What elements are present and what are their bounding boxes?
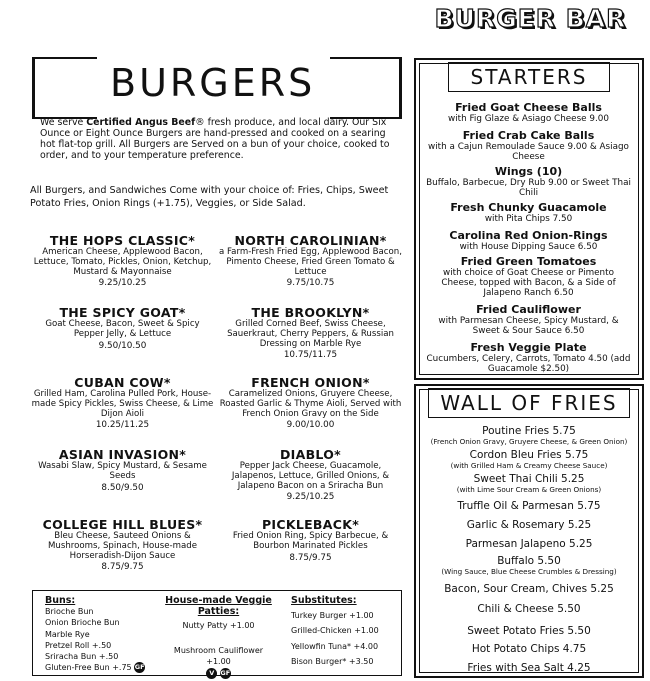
fry-item: Bacon, Sour Cream, Chives 5.25 — [444, 583, 614, 595]
fry-item: Fries with Sea Salt 4.25 — [467, 662, 591, 674]
burger-item: FRENCH ONION* Caramelized Onions, Gruyere Cheese, Roasted Garlic & Thyme Aioli, Served with French Onion Gravy on the Side 9.00/10.00 — [219, 375, 402, 431]
fry-item: Garlic & Rosemary 5.25 — [466, 519, 592, 531]
fry-item: Cordon Bleu Fries 5.75 (with Grilled Ham & Creamy Cheese Sauce) — [450, 449, 608, 470]
frame-top-right — [330, 57, 402, 59]
starters-title: STARTERS — [470, 65, 588, 89]
fry-item: Sweet Potato Fries 5.50 — [467, 625, 591, 637]
burger-item: CUBAN COW* Grilled Ham, Carolina Pulled Pork, House-made Spicy Pickles, Swiss Cheese, & Lime Dijon Aioli 10.25/11.25 — [31, 375, 214, 431]
fry-item: Sweet Thai Chili 5.25 (with Lime Sour Cream & Green Onions) — [456, 473, 602, 494]
burger-item: ASIAN INVASION* Wasabi Slaw, Spicy Mustard, & Sesame Seeds 8.50/9.50 — [38, 447, 207, 493]
substitute-option: Yellowfin Tuna* +4.00 — [291, 641, 379, 651]
fry-item: Poutine Fries 5.75 (French Onion Gravy, Gruyere Cheese, & Green Onion) — [430, 425, 628, 446]
patties-title: House-made Veggie Patties: — [165, 595, 272, 617]
fry-item: Parmesan Jalapeno 5.25 — [465, 538, 593, 550]
patty-option: Nutty Patty +1.00 — [182, 621, 255, 630]
starter-item: Carolina Red Onion-Rings with House Dipping Sauce 6.50 — [449, 229, 608, 252]
substitute-option: Grilled-Chicken +1.00 — [291, 626, 379, 636]
burger-item: THE HOPS CLASSIC* American Cheese, Applewood Bacon, Lettuce, Tomato, Pickles, Onion, Ketchup, Mustard & Mayonnaise 9.25/10.25 — [33, 233, 212, 289]
burgers-panel — [30, 45, 402, 585]
starter-item: Wings (10) Buffalo, Barbecue, Dry Rub 9.00 or Sweet Thai Chili — [426, 165, 631, 198]
frame-left-bar — [32, 57, 35, 119]
starter-item: Fresh Chunky Guacamole with Pita Chips 7.50 — [450, 201, 607, 224]
burger-item: DIABLO* Pepper Jack Cheese, Guacamole, Jalapenos, Lettuce, Grilled Onions, & Jalapeno Bacon on a Sriracha Bun 9.25/10.25 — [231, 447, 390, 503]
burger-item: THE BROOKLYN* Grilled Corned Beef, Swiss Cheese, Sauerkraut, Cherry Peppers, & Russian Dressing on Marble Rye 10.75/11.75 — [227, 305, 394, 361]
frame-top-left — [32, 57, 97, 59]
burger-item: THE SPICY GOAT* Goat Cheese, Bacon, Sweet & Spicy Pepper Jelly, & Lettuce 9.50/10.50 — [45, 305, 200, 351]
patty-badges — [161, 668, 276, 679]
substitutes-title: Substitutes: — [291, 595, 357, 606]
buns-column — [45, 595, 145, 673]
bun-option: Pretzel Roll +.50 — [45, 640, 112, 650]
burgers-title: BURGERS — [110, 61, 316, 105]
burgers-intro: We serve Certified Angus Beef® fresh produce, and local dairy. Our Six Ounce or Eight Ounce Burgers are hand-pressed and cooked on a searing hot flat-top grill. All Burgers are Served on a bun of your choice, cooked to order, and to your temperature preference. — [40, 117, 390, 161]
gluten-free-badge: GF — [134, 663, 145, 672]
substitutes-column — [291, 595, 379, 667]
substitute-option: Bison Burger* +3.50 — [291, 656, 374, 666]
starters-panel — [414, 58, 644, 380]
starter-item: Fried Green Tomatoes with choice of Goat Cheese or Pimento Cheese, topped with Bacon, & a Side of Jalapeno Ranch 6.50 — [441, 255, 616, 298]
starter-item: Fried Crab Cake Balls with a Cajun Remoulade Sauce 9.00 & Asiago Cheese — [428, 129, 629, 162]
burger-item: COLLEGE HILL BLUES* Bleu Cheese, Sauteed Onions & Mushrooms, Spinach, House-made Horseradish-Dijon Sauce 8.75/9.75 — [42, 517, 203, 573]
sides-choice: All Burgers, and Sandwiches Come with your choice of: Fries, Chips, Sweet Potato Fries, Onion Rings (+1.75), Veggies, or Side Salad. — [30, 185, 389, 209]
fries-title: WALL OF FRIES — [440, 391, 618, 415]
fries-panel — [414, 384, 644, 678]
patties-column — [161, 595, 276, 679]
starter-item: Fried Cauliflower with Parmesan Cheese, Spicy Mustard, & Sweet & Sour Sauce 6.50 — [438, 303, 619, 336]
fry-item: Hot Potato Chips 4.75 — [471, 643, 587, 655]
bun-option: Marble Rye — [45, 629, 90, 639]
bun-option: Gluten-Free Bun +.75 GF — [45, 663, 145, 673]
brand-logo: BURGER BAR — [434, 4, 627, 33]
bun-option: Sriracha Bun +.50 — [45, 652, 119, 662]
bun-option: Onion Brioche Bun — [45, 618, 120, 628]
gluten-free-badge: GF — [220, 668, 231, 677]
fry-item: Truffle Oil & Parmesan 5.75 — [457, 500, 601, 512]
frame-right-bar — [399, 57, 402, 119]
fry-item: Buffalo 5.50 (Wing Sauce, Blue Cheese Crumbles & Dressing) — [441, 555, 617, 576]
substitute-option: Turkey Burger +1.00 — [291, 611, 374, 621]
vegan-badge: V — [206, 668, 217, 679]
options-box — [32, 590, 402, 676]
starter-item: Fresh Veggie Plate Cucumbers, Celery, Carrots, Tomato 4.50 (add Guacamole $2.50) — [426, 341, 631, 374]
buns-title: Buns: — [45, 595, 76, 606]
patty-option: Mushroom Cauliflower +1.00 — [173, 646, 264, 667]
burger-item: PICKLEBACK* Fried Onion Ring, Spicy Barbecue, & Bourbon Marinated Pickles 8.75/9.75 — [232, 517, 389, 563]
bun-option: Brioche Bun — [45, 607, 94, 617]
burger-item: NORTH CAROLINIAN* a Farm-Fresh Fried Egg, Applewood Bacon, Pimento Cheese, Fried Green Tomato & Lettuce 9.75/10.75 — [219, 233, 402, 289]
starter-item: Fried Goat Cheese Balls with Fig Glaze & Asiago Cheese 9.00 — [448, 101, 609, 124]
fry-item: Chili & Cheese 5.50 — [477, 603, 581, 615]
